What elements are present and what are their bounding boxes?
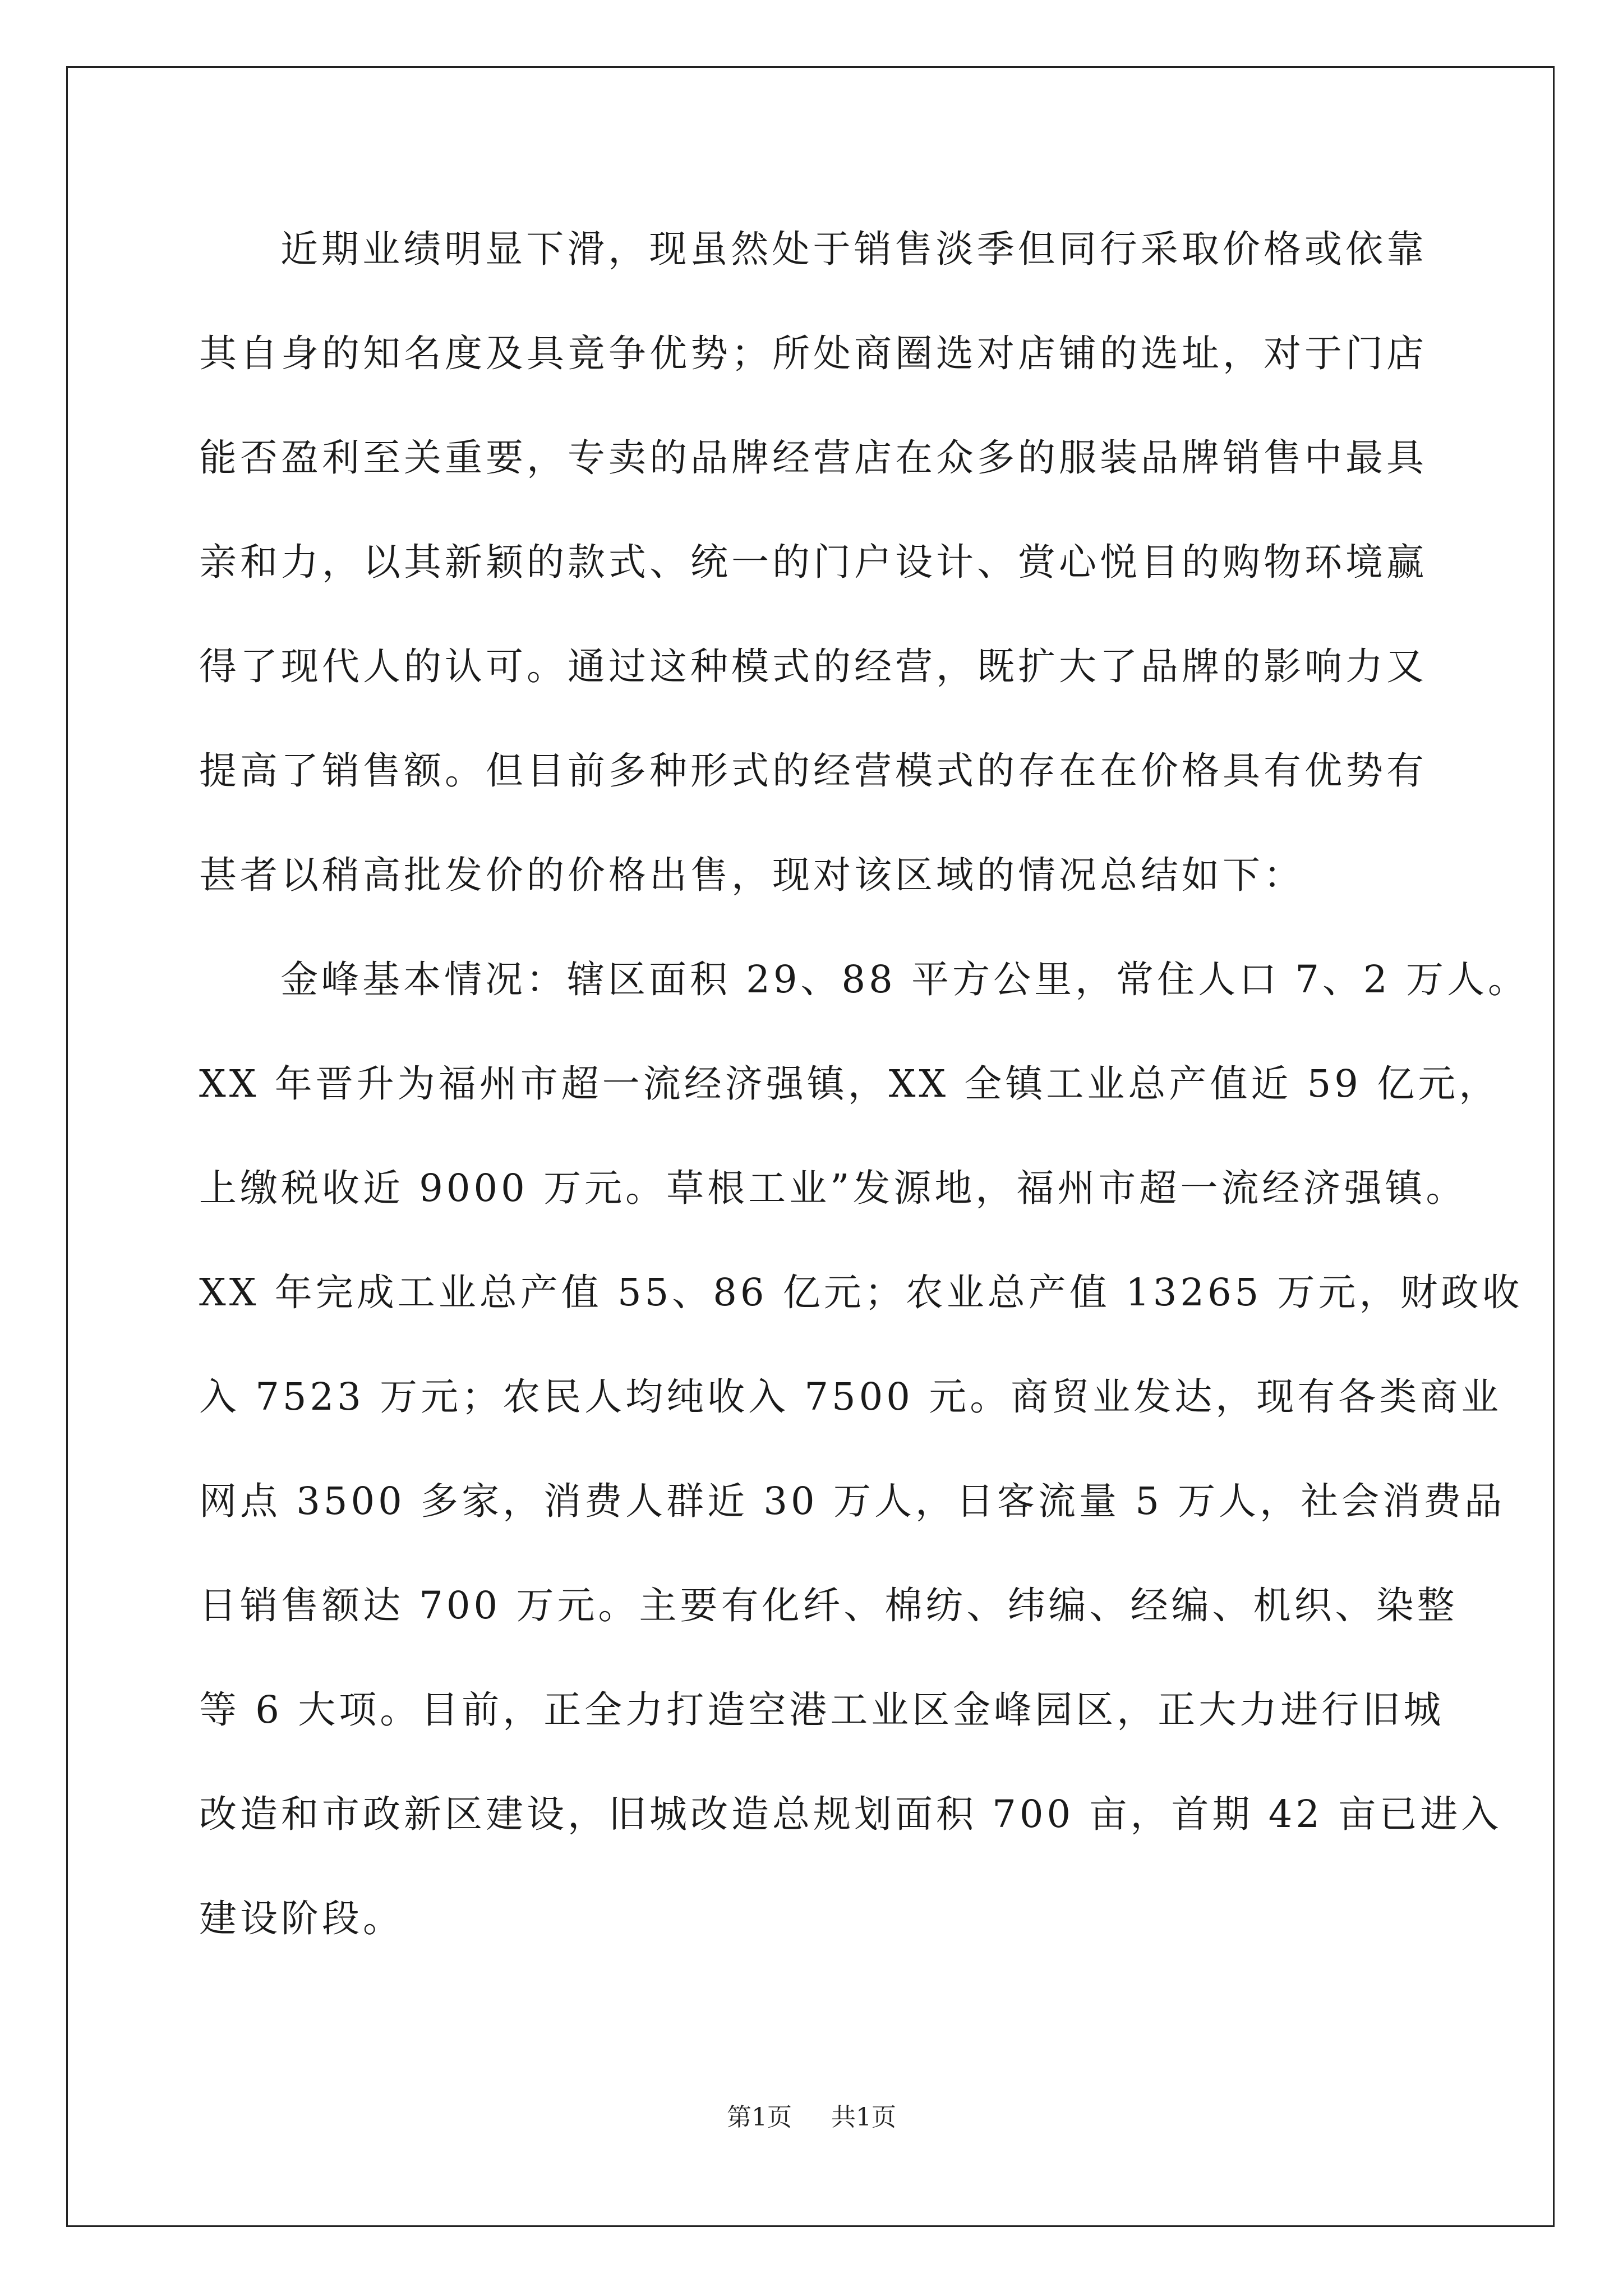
page-footer <box>0 2101 1623 2134</box>
text-line: 网点 3500 多家，消费人群近 30 万人，日客流量 5 万人，社会消费品 <box>199 1479 1506 1523</box>
text-line: 金峰基本情况：辖区面积 29、88 平方公里，常住人口 7、2 万人。 <box>280 958 1529 1001</box>
text-line: 得了现代人的认可。通过这种模式的经营，既扩大了品牌的影响力又 <box>199 645 1427 688</box>
text-line: 上缴税收近 9000 万元。草根工业”发源地，福州市超一流经济强镇。 <box>199 1166 1467 1210</box>
text-line: 日销售额达 700 万元。主要有化纤、棉纺、纬编、经编、机织、染整 <box>199 1584 1458 1627</box>
text-line: 其自身的知名度及具竟争优势；所处商圈选对店铺的选址，对于门店 <box>199 332 1427 375</box>
text-line: XX 年晋升为福州市超一流经济强镇，XX 全镇工业总产值近 59 亿元， <box>199 1062 1500 1106</box>
text-line: 近期业绩明显下滑，现虽然处于销售淡季但同行采取价格或依靠 <box>280 227 1427 271</box>
text-line: 等 6 大项。目前，正全力打造空港工业区金峰园区，正大力进行旧城 <box>199 1688 1445 1732</box>
paragraph-2 <box>199 946 1529 1990</box>
text-line: 改造和市政新区建设，旧城改造总规划面积 700 亩，首期 42 亩已进入 <box>199 1792 1502 1836</box>
text-line: 建设阶段。 <box>199 1897 404 1940</box>
text-line: XX 年完成工业总产值 55、86 亿元；农业总产值 13265 万元，财政收 <box>199 1271 1523 1314</box>
page-number: 第1页 <box>727 2103 792 2132</box>
text-line: 甚者以稍高批发价的价格出售，现对该区域的情况总结如下： <box>199 853 1304 897</box>
text-line: 提高了销售额。但目前多种形式的经营模式的存在在价格具有优势有 <box>199 749 1427 793</box>
page-total: 共1页 <box>831 2103 896 2132</box>
document-body <box>199 216 1529 1990</box>
text-line: 入 7523 万元；农民人均纯收入 7500 元。商贸业发达，现有各类商业 <box>199 1375 1502 1419</box>
text-line: 亲和力，以其新颖的款式、统一的门户设计、赏心悦目的购物环境赢 <box>199 540 1427 584</box>
text-line: 能否盈利至关重要，专卖的品牌经营店在众多的服装品牌销售中最具 <box>199 436 1427 480</box>
paragraph-1 <box>199 216 1427 946</box>
